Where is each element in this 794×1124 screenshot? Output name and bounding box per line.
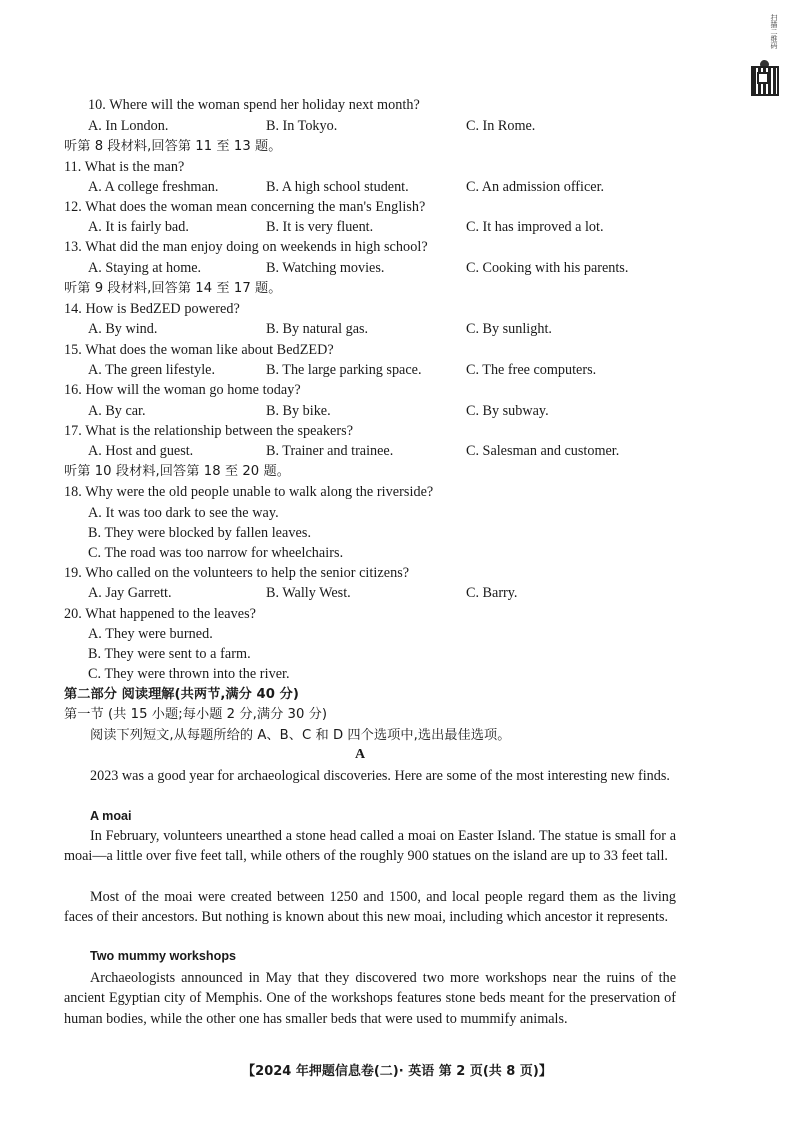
question-20: 20. What happened to the leaves? — [64, 606, 257, 622]
option-b: B. They were blocked by fallen leaves. — [88, 525, 312, 541]
option-c: C. Salesman and customer. — [466, 443, 620, 459]
options-13 — [0, 259, 794, 277]
option-a: A. By car. — [88, 403, 146, 419]
paragraph-1: In February, volunteers unearthed a stone head called a moai on Easter Island. The statue is small for a moai—a little over five feet tall, while others of the roughly 900 statues on the island are up to 33 feet tall. — [64, 828, 676, 865]
section-heading: 听第 10 段材料,回答第 18 至 20 题。 — [64, 464, 290, 479]
option-a: A. It is fairly bad. — [88, 219, 189, 235]
subheading-moai: A moai — [90, 809, 132, 823]
options-11 — [0, 178, 794, 196]
question-10: 10. Where will the woman spend her holiday next month? — [88, 97, 420, 113]
section-heading: 听第 8 段材料,回答第 11 至 13 题。 — [64, 139, 282, 154]
option-a: A. It was too dark to see the way. — [88, 505, 279, 521]
option-b: B. It is very fluent. — [266, 219, 374, 235]
option-b: B. Trainer and trainee. — [266, 443, 394, 459]
option-a: A. In London. — [88, 118, 169, 134]
side-label: 扫描二维码 — [770, 14, 778, 49]
question-16: 16. How will the woman go home today? — [64, 382, 301, 398]
question-15: 15. What does the woman like about BedZED? — [64, 342, 334, 358]
options-16 — [0, 402, 794, 420]
options-17 — [0, 442, 794, 460]
option-c: C. By subway. — [466, 403, 549, 419]
qr-code-icon — [753, 68, 777, 94]
subheading-workshops: Two mummy workshops — [90, 949, 237, 963]
section-title: 第一节 (共 15 小题;每小题 2 分,满分 30 分) — [64, 707, 328, 722]
option-a: A. They were burned. — [88, 626, 213, 642]
passage-label: A — [355, 747, 366, 762]
option-c: C. Cooking with his parents. — [466, 260, 629, 276]
options-12 — [0, 218, 794, 236]
options-15 — [0, 361, 794, 379]
part-title: 第二部分 阅读理解(共两节,满分 40 分) — [64, 687, 299, 702]
option-a: A. Jay Garrett. — [88, 585, 172, 601]
question-18: 18. Why were the old people unable to walk along the riverside? — [64, 484, 434, 500]
option-c: C. Barry. — [466, 585, 518, 601]
option-c: C. The road was too narrow for wheelchairs. — [88, 545, 344, 561]
page-footer: 【2024 年押题信息卷(二)· 英语 第 2 页(共 8 页)】 — [242, 1064, 552, 1079]
option-c: C. By sunlight. — [466, 321, 552, 337]
options-14 — [0, 320, 794, 338]
question-17: 17. What is the relationship between the speakers? — [64, 423, 354, 439]
passage-intro: 2023 was a good year for archaeological discoveries. Here are some of the most interesting new finds. — [90, 768, 670, 784]
instruction: 阅读下列短文,从每题所给的 A、B、C 和 D 四个选项中,选出最佳选项。 — [90, 728, 511, 743]
option-b: B. By natural gas. — [266, 321, 369, 337]
option-b: B. A high school student. — [266, 179, 409, 195]
option-b: B. They were sent to a farm. — [88, 646, 251, 662]
question-13: 13. What did the man enjoy doing on weekends in high school? — [64, 239, 428, 255]
option-c: C. In Rome. — [466, 118, 536, 134]
option-a: A. Staying at home. — [88, 260, 202, 276]
paragraph-3: Archaeologists announced in May that they discovered two more workshops near the ruins of the ancient Egyptian city of Memphis. One of the workshops features stone beds meant for the preservation of human bodies, while the other one has smaller beds that were used to mummify animals. — [64, 970, 676, 1027]
option-a: A. A college freshman. — [88, 179, 219, 195]
options-10 — [0, 117, 794, 135]
options-19 — [0, 584, 794, 602]
option-c: C. The free computers. — [466, 362, 597, 378]
question-14: 14. How is BedZED powered? — [64, 301, 240, 317]
option-a: A. Host and guest. — [88, 443, 194, 459]
question-12: 12. What does the woman mean concerning the man's English? — [64, 199, 426, 215]
option-b: B. Wally West. — [266, 585, 351, 601]
option-c: C. An admission officer. — [466, 179, 605, 195]
option-b: B. Watching movies. — [266, 260, 385, 276]
option-b: B. The large parking space. — [266, 362, 422, 378]
option-b: B. By bike. — [266, 403, 331, 419]
option-a: A. By wind. — [88, 321, 158, 337]
option-a: A. The green lifestyle. — [88, 362, 215, 378]
option-c: C. They were thrown into the river. — [88, 666, 290, 682]
section-heading: 听第 9 段材料,回答第 14 至 17 题。 — [64, 281, 282, 296]
option-c: C. It has improved a lot. — [466, 219, 604, 235]
option-b: B. In Tokyo. — [266, 118, 338, 134]
question-19: 19. Who called on the volunteers to help the senior citizens? — [64, 565, 410, 581]
paragraph-2: Most of the moai were created between 1250 and 1500, and local people regard them as the living faces of their ancestors. But nothing is known about this new moai, including which ancestor it represents. — [64, 889, 676, 926]
question-11: 11. What is the man? — [64, 159, 185, 175]
